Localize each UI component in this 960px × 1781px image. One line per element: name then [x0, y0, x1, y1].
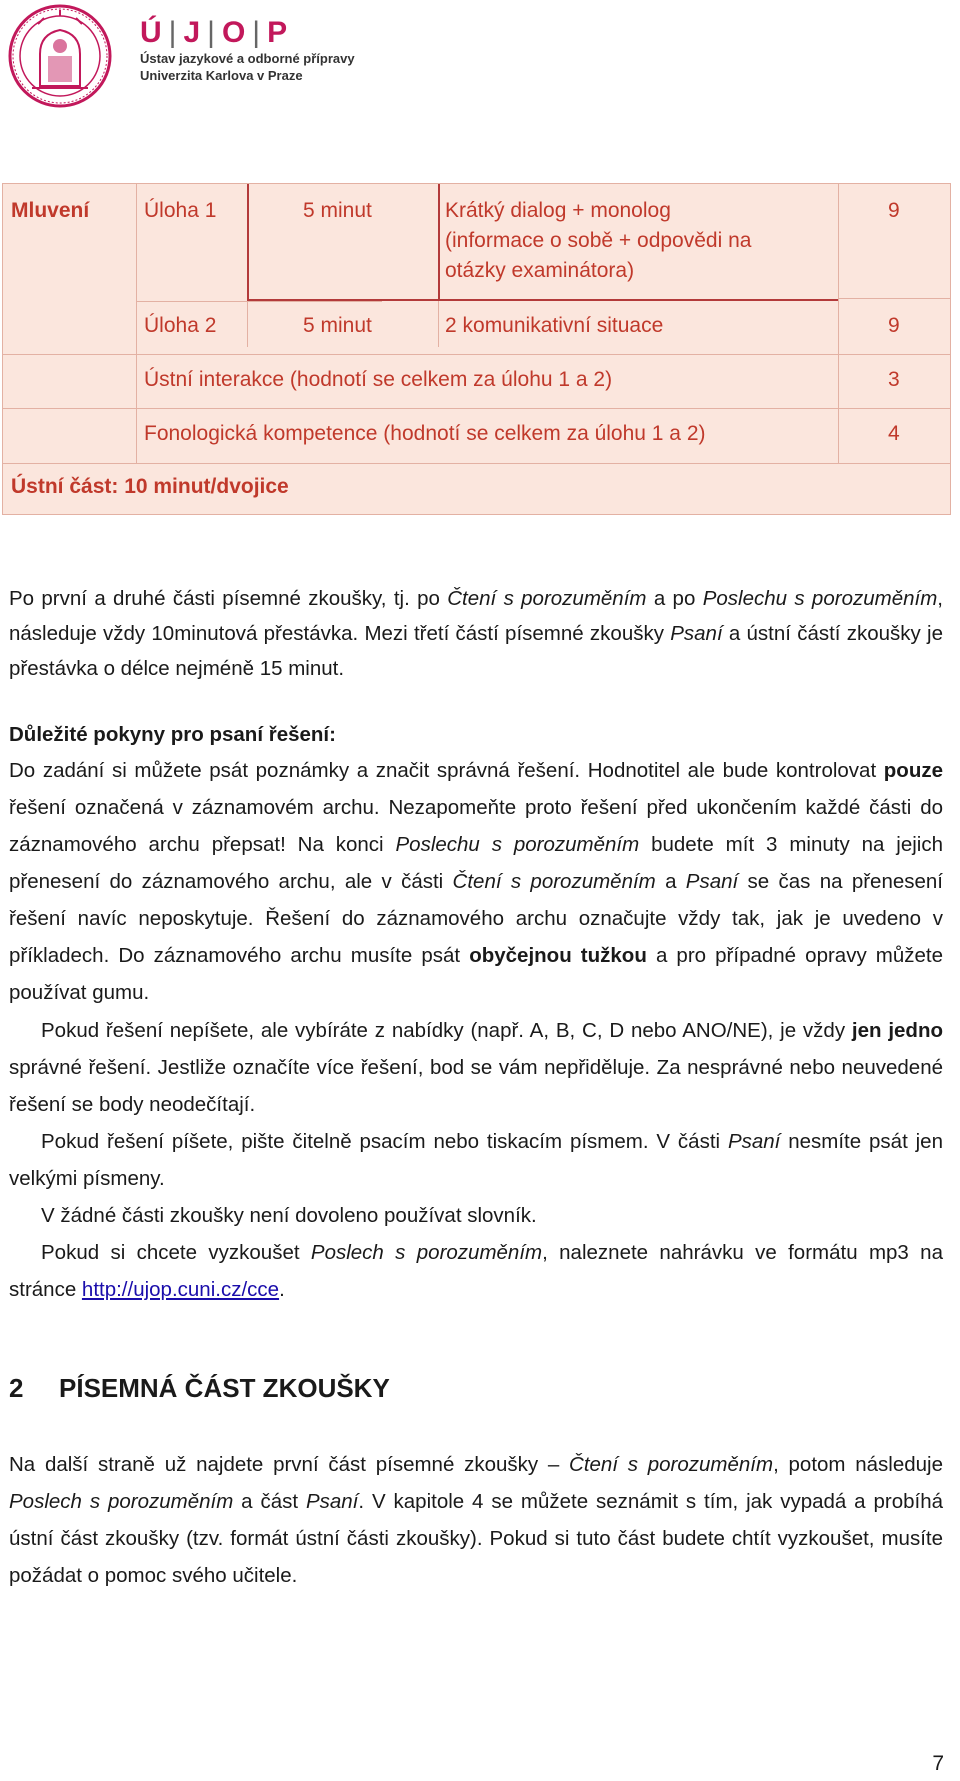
instructions-paragraph-2: Pokud řešení nepíšete, ale vybíráte z nabídky (např. A, B, C, D nebo ANO/NE), je vždy jen jedno správné řešení. Jestliže označíte více řešení, bod se vám nepřiděluje. Za nesprávné nebo neuvedené řešení se body neodečítají.: [9, 1019, 943, 1116]
instructions-paragraph-4: V žádné části zkoušky není dovoleno používat slovník.: [41, 1204, 537, 1227]
instructions-paragraph-3: Pokud řešení píšete, pište čitelně psacím nebo tiskacím písmem. V části Psaní nesmíte psát jen velkými písmeny.: [9, 1130, 943, 1190]
task-2-label: Úloha 2: [144, 314, 217, 337]
institute-name: Ústav jazykové a odborné přípravy: [140, 51, 355, 66]
section-2-paragraph: Na další straně už najdete první část písemné zkoušky – Čtení s porozuměním, potom následuje Poslech s porozuměním a část Psaní. V kapitole 4 se můžete seznámit s tím, jak vypadá a probíhá ústní část zkoušky (tzv. formát ústní části zkoušky). Pokud si tuto část budete chtít vyzkoušet, musíte požádat o pomoc svého učitele.: [9, 1453, 943, 1587]
section-heading: [9, 1373, 390, 1404]
criterion-interaction-points: 3: [888, 368, 900, 391]
university-name: Univerzita Karlova v Praze: [140, 68, 303, 83]
criterion-phonology: Fonologická kompetence (hodnotí se celkem za úlohu 1 a 2): [144, 422, 706, 445]
breaks-paragraph: Po první a druhé části písemné zkoušky, tj. po Čtení s porozuměním a po Poslechu s porozuměním, následuje vždy 10minutová přestávka. Mezi třetí částí písemné zkoušky Psaní a ústní částí zkoušky je přestávka o délce nejméně 15 minut.: [9, 587, 943, 680]
task-1-points: 9: [888, 199, 900, 222]
criterion-interaction: Ústní interakce (hodnotí se celkem za úlohu 1 a 2): [144, 368, 613, 391]
page-header: [8, 4, 408, 104]
task-1-time: 5 minut: [303, 199, 372, 222]
instructions-paragraph-1: Do zadání si můžete psát poznámky a značit správná řešení. Hodnotitel ale bude kontrolovat pouze řešení označená v záznamovém archu. Nezapomeňte proto řešení před ukončením každé části do záznamového archu přepsat! Na konci Poslechu s porozuměním budete mít 3 minuty na jejich přenesení do záznamového archu, ale v části Čtení s porozuměním a Psaní se čas na přenesení řešení navíc neposkytuje. Řešení do záznamového archu označujte vždy tak, jak je uvedeno v příkladech. Do záznamového archu musíte psát obyčejnou tužkou a pro případné opravy můžete používat gumu.: [9, 759, 944, 1004]
instructions-heading: Důležité pokyny pro psaní řešení:: [9, 723, 336, 746]
institute-brand: [140, 16, 355, 84]
task-1-description: Krátký dialog + monolog (informace o sobě + odpovědi na otázky examinátora): [445, 199, 752, 282]
task-2-time: 5 minut: [303, 314, 372, 337]
task-2-points: 9: [888, 314, 900, 337]
ujop-logo: Ú | J | O | P: [140, 16, 290, 49]
section-label: Mluvení: [11, 199, 90, 222]
page-number: 7: [932, 1752, 944, 1775]
oral-part-duration: Ústní část: 10 minut/dvojice: [11, 475, 289, 498]
section-title: PÍSEMNÁ ČÁST ZKOUŠKY: [59, 1373, 390, 1403]
university-seal-icon: [8, 4, 112, 108]
instructions-paragraph-5: Pokud si chcete vyzkoušet Poslech s porozuměním, naleznete nahrávku ve formátu mp3 na stránce http://ujop.cuni.cz/cce.: [9, 1241, 943, 1301]
task-2-description: 2 komunikativní situace: [445, 314, 664, 337]
section-number: 2: [9, 1373, 24, 1403]
criterion-phonology-points: 4: [888, 422, 900, 445]
speaking-table: [2, 183, 951, 515]
task-1-label: Úloha 1: [144, 199, 217, 222]
mp3-recording-link[interactable]: http://ujop.cuni.cz/cce: [81, 1278, 280, 1301]
